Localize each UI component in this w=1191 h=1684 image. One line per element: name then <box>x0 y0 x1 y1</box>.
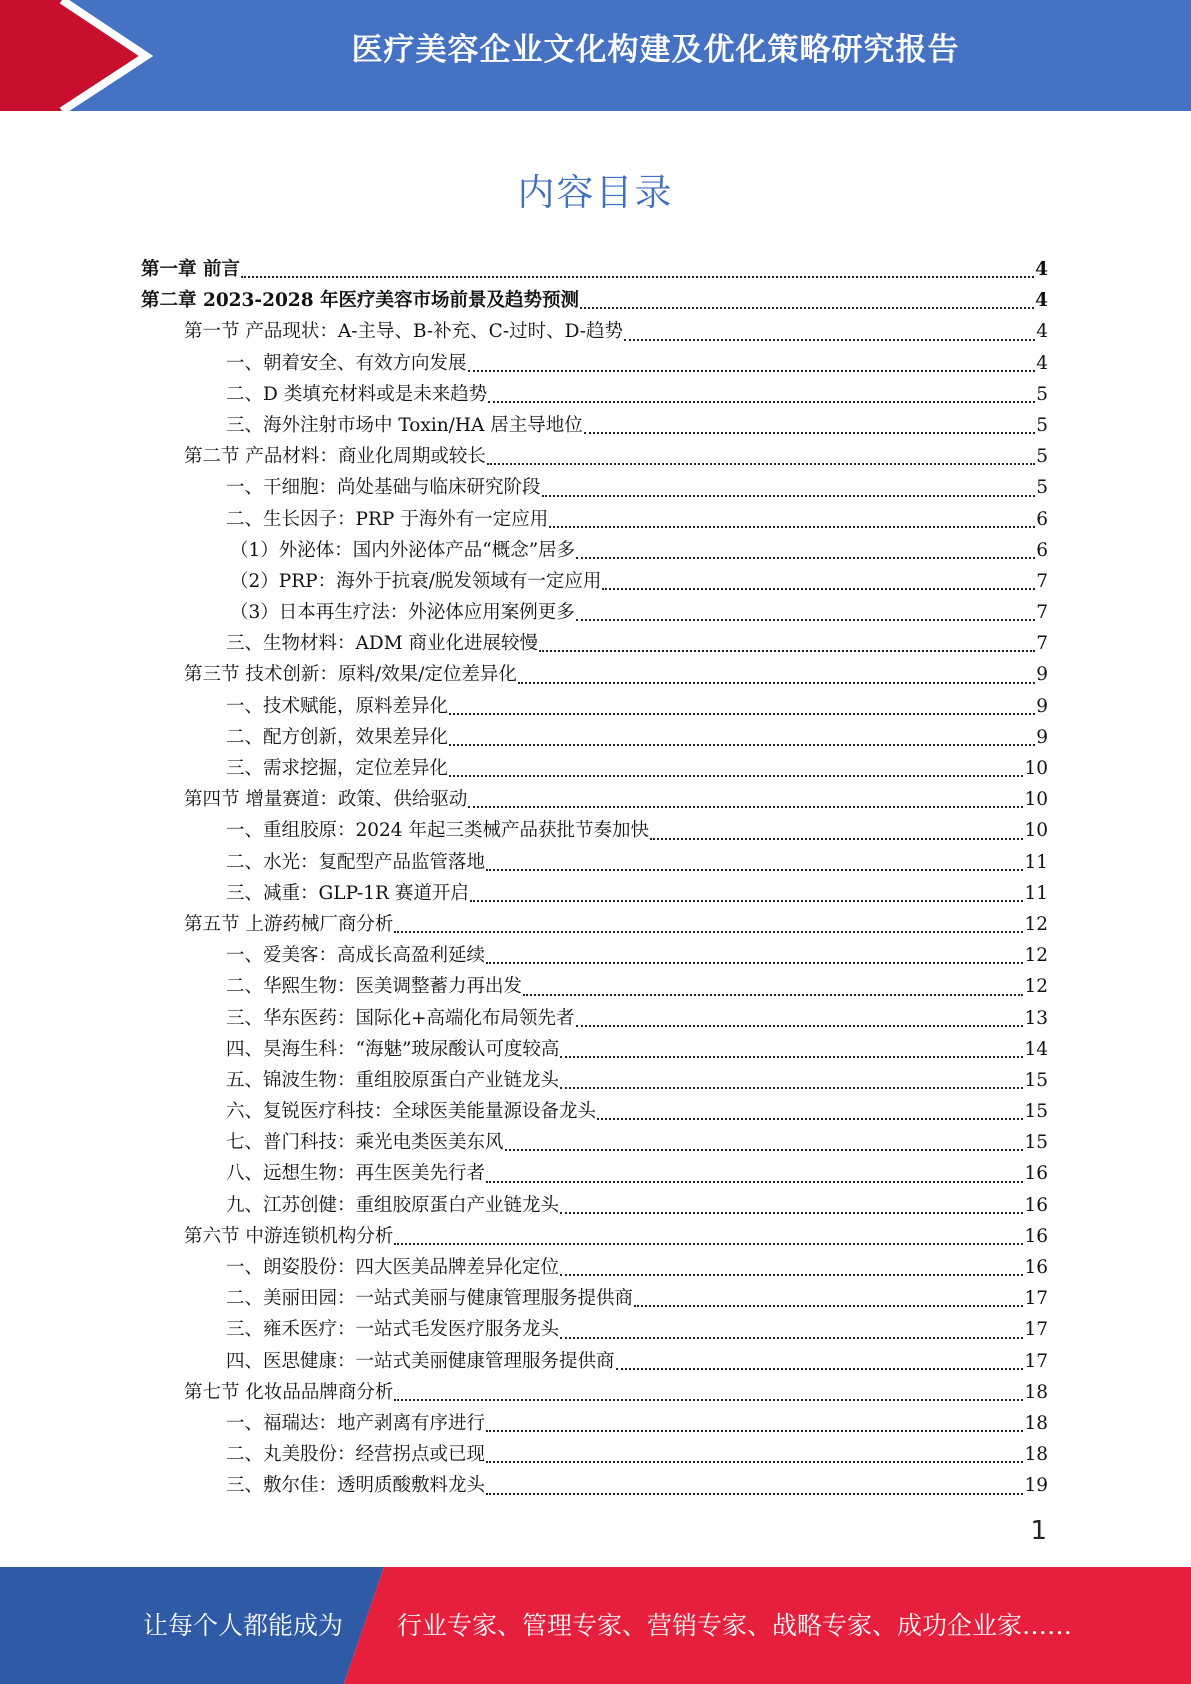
page-number: 1 <box>1030 1516 1047 1546</box>
toc-entry-page: 5 <box>1036 414 1048 436</box>
toc-entry-title: 八、远想生物：再生医美先行者 <box>226 1163 486 1185</box>
toc-dot-leader <box>650 837 1023 840</box>
toc-entry[interactable] <box>141 472 1048 503</box>
toc-entry-title: 三、需求挖掘，定位差异化 <box>226 758 449 779</box>
toc-entry-title: 三、华东医药：国际化+高端化布局领先者 <box>226 1007 575 1029</box>
toc-entry[interactable] <box>141 1096 1048 1127</box>
toc-entry-title: 第二节 产品材料：商业化周期或较长 <box>184 446 486 468</box>
toc-entry-page: 4 <box>1036 352 1048 374</box>
toc-entry-title: 二、美丽田园：一站式美丽与健康管理服务提供商 <box>226 1288 634 1310</box>
toc-dot-leader <box>394 1242 1023 1245</box>
toc-dot-leader <box>584 431 1035 434</box>
toc-entry[interactable] <box>141 628 1048 659</box>
toc-entry[interactable] <box>141 1377 1048 1408</box>
toc-dot-leader <box>486 1492 1023 1495</box>
page-footer <box>0 1567 1191 1684</box>
toc-dot-leader <box>449 712 1035 715</box>
toc-entry-page: 11 <box>1024 882 1048 904</box>
toc-entry-title: 四、医思健康：一站式美丽健康管理服务提供商 <box>226 1350 615 1372</box>
toc-dot-leader <box>542 494 1036 497</box>
toc-entry-title: 第七节 化妆品品牌商分析 <box>184 1381 394 1403</box>
toc-entry-title: 三、海外注射市场中 Toxin/HA 居主导地位 <box>226 414 583 436</box>
toc-entry-page: 5 <box>1036 446 1048 468</box>
toc-entry-page: 4 <box>1035 290 1048 312</box>
toc-entry-page: 6 <box>1036 508 1048 530</box>
toc-dot-leader <box>602 587 1035 590</box>
toc-entry-page: 4 <box>1035 259 1048 280</box>
toc-entry-title: 三、雍禾医疗：一站式毛发医疗服务龙头 <box>226 1319 560 1341</box>
toc-entry-title: 二、华熙生物：医美调整蓄力再出发 <box>226 976 523 998</box>
toc-entry-title: 一、朝着安全、有效方向发展 <box>226 352 467 374</box>
toc-entry[interactable] <box>141 1283 1048 1314</box>
toc-entry-title: 六、复锐医疗科技：全球医美能量源设备龙头 <box>226 1101 597 1123</box>
toc-entry-page: 9 <box>1036 726 1048 748</box>
toc-entry-title: 二、生长因子：PRP 于海外有一定应用 <box>226 508 549 530</box>
toc-dot-leader <box>539 649 1035 652</box>
toc-entry-title: 一、爱美客：高成长高盈利延续 <box>226 945 486 967</box>
toc-entry-title: 一、技术赋能，原料差异化 <box>226 695 449 717</box>
toc-entry[interactable] <box>141 1439 1048 1470</box>
toc-entry-title: （3）日本再生疗法：外泌体应用案例更多 <box>230 602 575 624</box>
toc-entry-page: 5 <box>1036 477 1048 499</box>
toc-entry-page: 17 <box>1024 1319 1048 1341</box>
toc-dot-leader <box>624 338 1035 341</box>
toc-entry[interactable] <box>141 348 1048 379</box>
toc-entry-title: （1）外泌体：国内外泌体产品“概念”居多 <box>230 539 576 561</box>
toc-dot-leader <box>487 462 1035 465</box>
toc-dot-leader <box>486 1180 1023 1183</box>
toc-entry-page: 16 <box>1024 1225 1048 1247</box>
toc-entry[interactable] <box>141 1314 1048 1345</box>
toc-entry-page: 18 <box>1024 1412 1048 1434</box>
toc-entry-title: 三、减重：GLP-1R 赛道开启 <box>226 882 469 904</box>
toc-entry[interactable] <box>141 1190 1048 1221</box>
toc-dot-leader <box>576 556 1035 559</box>
toc-entry[interactable] <box>141 691 1048 722</box>
toc-entry[interactable] <box>141 1408 1048 1439</box>
toc-entry[interactable] <box>141 1221 1048 1252</box>
toc-dot-leader <box>468 805 1023 808</box>
toc-entry[interactable] <box>141 316 1048 347</box>
toc-dot-leader <box>486 961 1023 964</box>
toc-entry-title: 第五节 上游药械厂商分析 <box>184 913 394 935</box>
toc-entry[interactable] <box>141 535 1048 566</box>
toc-dot-leader <box>486 1460 1023 1463</box>
toc-entry[interactable] <box>141 1346 1048 1377</box>
toc-entry[interactable] <box>141 940 1048 971</box>
toc-entry[interactable] <box>141 784 1048 815</box>
toc-entry[interactable] <box>141 1034 1048 1065</box>
toc-entry-page: 7 <box>1036 602 1048 624</box>
toc-entry-page: 4 <box>1036 321 1048 343</box>
toc-entry-page: 15 <box>1024 1101 1048 1123</box>
toc-dot-leader <box>468 369 1036 372</box>
toc-entry[interactable] <box>141 441 1048 472</box>
toc-entry[interactable] <box>141 1127 1048 1158</box>
toc-entry-page: 16 <box>1024 1163 1048 1185</box>
toc-entry[interactable] <box>141 504 1048 535</box>
toc-entry-title: 第四节 增量赛道：政策、供给驱动 <box>184 789 468 811</box>
toc-dot-leader <box>523 993 1023 996</box>
toc-entry-title: 五、锦波生物：重组胶原蛋白产业链龙头 <box>226 1069 560 1091</box>
toc-entry[interactable] <box>141 285 1048 316</box>
toc-entry[interactable] <box>141 878 1048 909</box>
toc-dot-leader <box>505 1148 1024 1151</box>
toc-dot-leader <box>486 868 1023 871</box>
toc-entry-title: 四、昊海生科：“海魅”玻尿酸认可度较高 <box>226 1038 560 1060</box>
toc-entry-title: 一、重组胶原：2024 年起三类械产品获批节奏加快 <box>226 820 649 842</box>
toc-entry-title: 二、D 类填充材料或是未来趋势 <box>226 383 488 405</box>
toc-entry[interactable] <box>141 659 1048 690</box>
toc-entry-page: 10 <box>1024 758 1048 779</box>
toc-entry-page: 17 <box>1024 1350 1048 1372</box>
table-of-contents <box>141 254 1048 1502</box>
toc-entry-page: 13 <box>1024 1007 1048 1029</box>
toc-entry-page: 7 <box>1036 570 1048 592</box>
toc-entry[interactable] <box>141 1470 1048 1501</box>
page-header <box>0 0 1191 111</box>
toc-entry[interactable] <box>141 815 1048 846</box>
toc-dot-leader <box>576 618 1035 621</box>
toc-entry-page: 14 <box>1024 1038 1048 1060</box>
toc-entry[interactable] <box>141 410 1048 441</box>
toc-entry-page: 12 <box>1024 913 1048 935</box>
toc-entry-title: 七、普门科技：乘光电类医美东风 <box>226 1132 504 1154</box>
toc-entry-page: 9 <box>1036 664 1048 686</box>
toc-entry[interactable] <box>141 1065 1048 1096</box>
toc-entry-title: 第一节 产品现状：A-主导、B-补充、C-过时、D-趋势 <box>184 321 624 343</box>
toc-dot-leader <box>580 306 1034 309</box>
toc-entry-title: 九、江苏创健：重组胶原蛋白产业链龙头 <box>226 1194 560 1216</box>
toc-entry-page: 10 <box>1024 789 1048 811</box>
toc-entry-page: 6 <box>1036 539 1048 561</box>
toc-dot-leader <box>560 1055 1023 1058</box>
toc-entry[interactable] <box>141 566 1048 597</box>
toc-entry-page: 5 <box>1036 383 1048 405</box>
toc-heading: 内容目录 <box>517 171 674 214</box>
toc-entry-page: 18 <box>1024 1444 1048 1466</box>
toc-entry-page: 16 <box>1024 1257 1048 1278</box>
toc-entry-page: 16 <box>1024 1194 1048 1216</box>
toc-dot-leader <box>518 681 1035 684</box>
toc-dot-leader <box>560 1086 1023 1089</box>
toc-entry-page: 15 <box>1024 1069 1048 1091</box>
toc-entry[interactable] <box>141 597 1048 628</box>
toc-dot-leader <box>486 1429 1023 1432</box>
toc-entry-page: 7 <box>1036 633 1048 655</box>
toc-entry-title: 二、丸美股份：经营拐点或已现 <box>226 1444 486 1466</box>
toc-entry[interactable] <box>141 379 1048 410</box>
toc-dot-leader <box>394 930 1023 933</box>
toc-dot-leader <box>449 774 1023 777</box>
toc-dot-leader <box>549 525 1035 528</box>
toc-entry-page: 9 <box>1036 695 1048 717</box>
toc-dot-leader <box>616 1367 1024 1370</box>
toc-entry-title: 第一章 前言 <box>141 259 240 280</box>
toc-entry-title: （2）PRP：海外于抗衰/脱发领域有一定应用 <box>230 570 602 592</box>
toc-entry[interactable] <box>141 254 1048 285</box>
toc-dot-leader <box>470 899 1024 902</box>
toc-dot-leader <box>488 400 1035 403</box>
toc-entry-title: 第三节 技术创新：原料/效果/定位差异化 <box>184 664 517 686</box>
toc-entry-page: 15 <box>1024 1132 1048 1154</box>
toc-entry-title: 三、敷尔佳：透明质酸敷料龙头 <box>226 1475 486 1497</box>
toc-dot-leader <box>576 1024 1024 1027</box>
toc-entry-title: 三、生物材料：ADM 商业化进展较慢 <box>226 633 539 655</box>
toc-entry[interactable] <box>141 1003 1048 1034</box>
toc-entry-page: 10 <box>1024 820 1048 842</box>
toc-entry-title: 一、福瑞达：地产剥离有序进行 <box>226 1412 486 1434</box>
toc-dot-leader <box>560 1273 1023 1276</box>
toc-dot-leader <box>241 275 1034 278</box>
footer-slogan-right: 行业专家、管理专家、营销专家、战略专家、成功企业家…… <box>397 1611 1073 1640</box>
toc-entry[interactable] <box>141 1252 1048 1283</box>
toc-dot-leader <box>560 1211 1023 1214</box>
toc-dot-leader <box>449 743 1035 746</box>
toc-entry-page: 11 <box>1024 851 1048 873</box>
toc-entry-page: 19 <box>1024 1475 1048 1497</box>
toc-entry-page: 12 <box>1024 945 1048 967</box>
toc-dot-leader <box>560 1336 1023 1339</box>
toc-entry[interactable] <box>141 847 1048 878</box>
footer-slogan-left: 让每个人都能成为 <box>143 1611 344 1640</box>
toc-entry-page: 18 <box>1024 1381 1048 1403</box>
toc-entry-title: 第六节 中游连锁机构分析 <box>184 1225 394 1247</box>
toc-entry-title: 二、配方创新，效果差异化 <box>226 726 449 748</box>
toc-entry-title: 一、干细胞：尚处基础与临床研究阶段 <box>226 477 541 499</box>
toc-entry-page: 17 <box>1024 1288 1048 1310</box>
toc-entry-title: 二、水光：复配型产品监管落地 <box>226 851 486 873</box>
toc-dot-leader <box>394 1398 1023 1401</box>
report-title: 医疗美容企业文化构建及优化策略研究报告 <box>351 32 960 68</box>
toc-entry[interactable] <box>141 722 1048 753</box>
toc-entry[interactable] <box>141 971 1048 1002</box>
toc-entry[interactable] <box>141 753 1048 784</box>
toc-entry[interactable] <box>141 909 1048 940</box>
toc-dot-leader <box>597 1117 1023 1120</box>
toc-dot-leader <box>634 1304 1023 1307</box>
toc-entry[interactable] <box>141 1158 1048 1189</box>
toc-entry-page: 12 <box>1024 976 1048 998</box>
toc-entry-title: 第二章 2023-2028 年医疗美容市场前景及趋势预测 <box>141 290 580 312</box>
toc-entry-title: 一、朗姿股份：四大医美品牌差异化定位 <box>226 1257 560 1278</box>
